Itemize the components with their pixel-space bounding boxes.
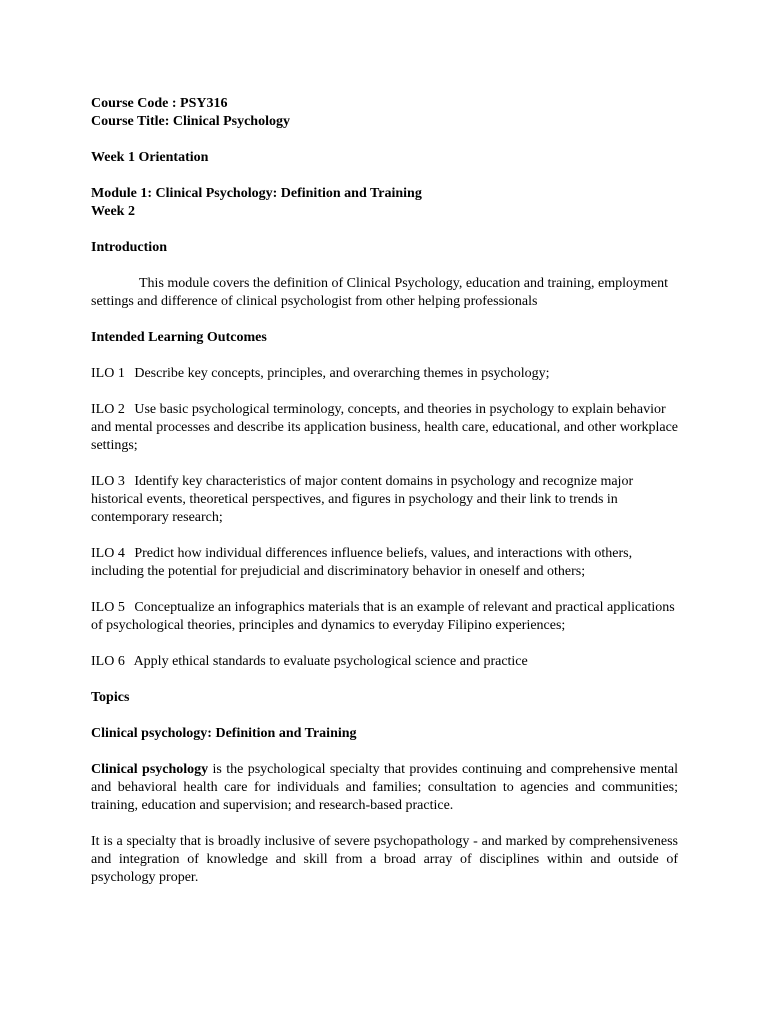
week-1-heading: Week 1 Orientation [91,150,209,165]
ilo-item-6 [91,653,678,671]
ilo-label: ILO 3 [91,474,125,489]
course-title: Course Title: Clinical Psychology [91,114,290,129]
introduction-heading: Introduction [91,240,167,255]
ilo-label: ILO 2 [91,402,125,417]
topic-subheading: Clinical psychology: Definition and Training [91,726,357,741]
ilo-label: ILO 6 [91,654,125,669]
specialty-paragraph: It is a specialty that is broadly inclusive of severe psychopathology - and marked by comprehensiveness and integration of knowledge and skill from a broad array of disciplines within and outside of psychology proper. [91,834,678,885]
ilo-label: ILO 1 [91,366,125,381]
ilo-text: Conceptualize an infographics materials that is an example of relevant and practical applications of psychological theories, principles and dynamics to everyday Filipino experiences; [91,600,675,633]
ilo-item-4 [91,545,678,581]
module-title: Module 1: Clinical Psychology: Definition and Training [91,186,422,201]
course-code: Course Code : PSY316 [91,96,228,111]
ilo-label: ILO 4 [91,546,125,561]
module-week: Week 2 [91,204,135,219]
ilo-item-1 [91,365,678,383]
definition-paragraph [91,761,678,815]
ilo-text: Predict how individual differences influence beliefs, values, and interactions with others, including the potential for prejudicial and discriminatory behavior in oneself and others; [91,546,633,579]
ilo-text: Use basic psychological terminology, concepts, and theories in psychology to explain behavior and mental processes and describe its application business, health care, educational, and other workplace settings; [91,402,679,453]
definition-text: is the psychological specialty that provides continuing and comprehensive mental and behavioral health care for individuals and families; consultation to agencies and communities; training, education and supervision; and research-based practice. [91,762,678,813]
definition-term: Clinical psychology [91,762,209,777]
ilo-text: Apply ethical standards to evaluate psychological science and practice [133,654,528,669]
ilo-item-3 [91,473,678,527]
ilo-heading: Intended Learning Outcomes [91,330,267,345]
document-body [91,95,678,887]
ilo-item-2 [91,401,678,455]
topics-heading: Topics [91,690,130,705]
ilo-text: Describe key concepts, principles, and overarching themes in psychology; [134,366,550,381]
ilo-label: ILO 5 [91,600,125,615]
ilo-item-5 [91,599,678,635]
introduction-text: This module covers the definition of Clinical Psychology, education and training, employment settings and difference of clinical psychologist from other helping professionals [91,276,669,309]
ilo-text: Identify key characteristics of major content domains in psychology and recognize major historical events, theoretical perspectives, and figures in psychology and their link to trends in contemporary research; [91,474,634,525]
